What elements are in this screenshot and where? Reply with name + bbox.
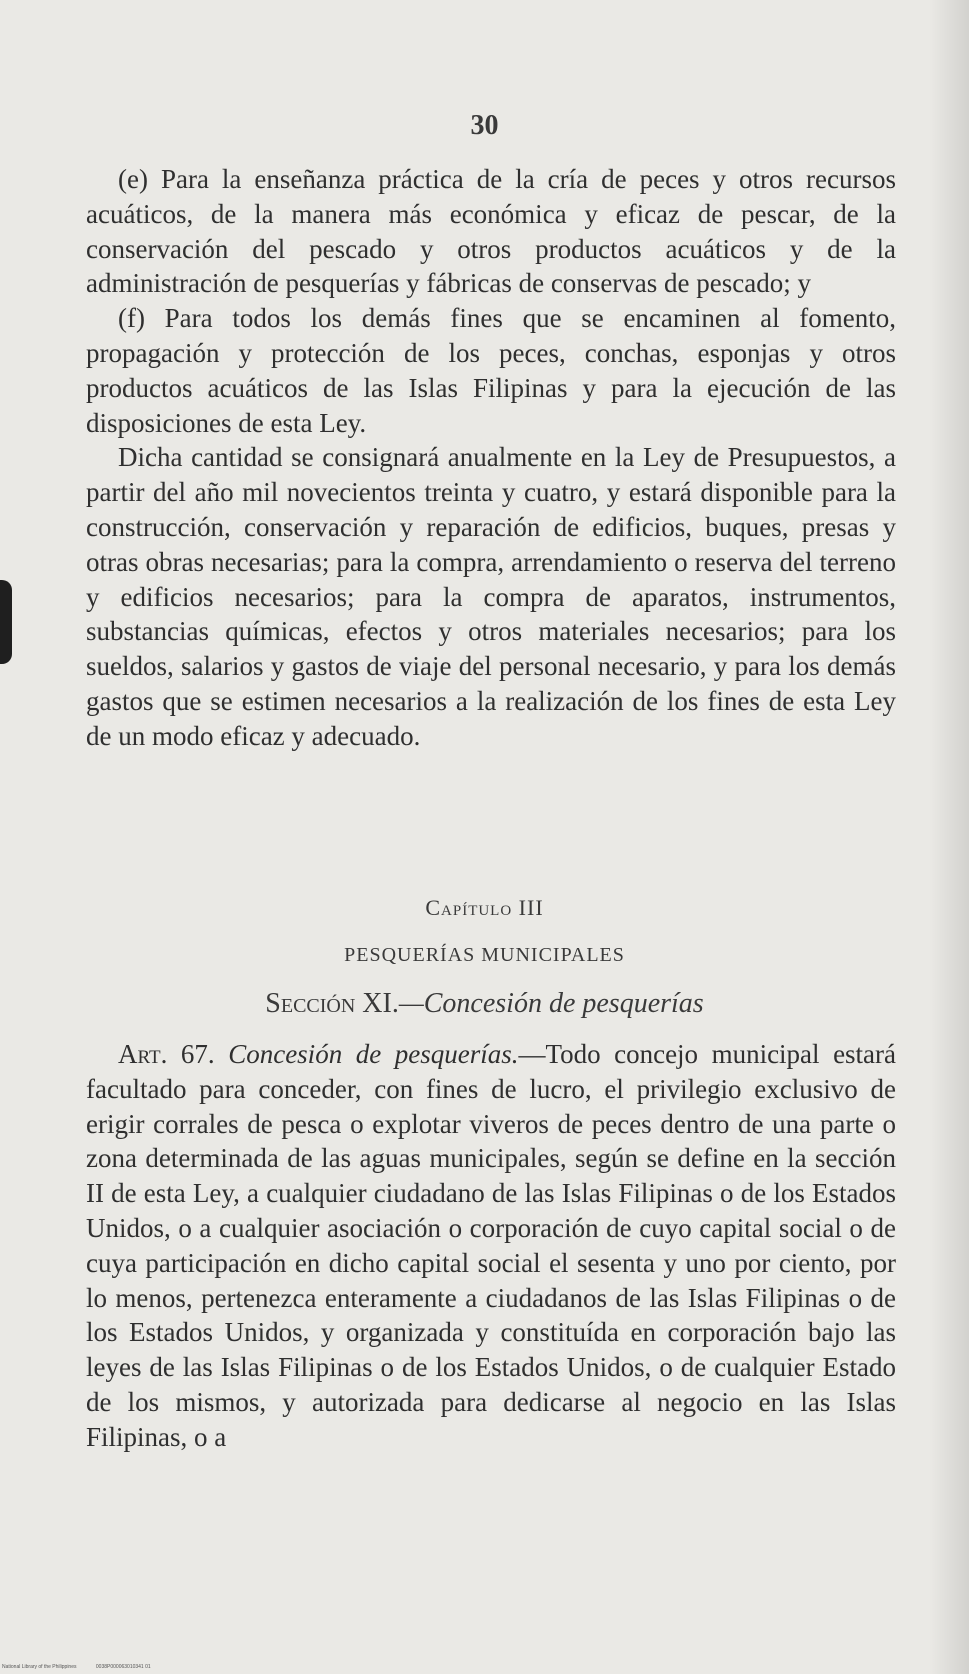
page-number: 30 — [470, 110, 499, 141]
paragraph-budget: Dicha cantidad se consignará anualmente en la Ley de Presupuestos, a partir del año mil novecientos treinta y cuatro, y estará disponible para la construcción, conservación y reparación de edificios, buques, presas y otras obras necesarias; para la compra, arrendamiento o reserva del terreno y edificios necesarios; para la compra de aparatos, instrumentos, substancias químicas, efectos y otros materiales necesarios; para los sueldos, salarios y gastos de viaje del personal necesario, y para los demás gastos que se estimen necesarios a la realización de los fines de esta Ley de un modo eficaz y adecuado. — [86, 442, 896, 751]
section-heading — [0, 988, 969, 1020]
article-paragraph — [86, 1037, 896, 1455]
body-text-top — [86, 162, 896, 754]
article-67 — [86, 1037, 896, 1455]
footer-source: National Library of the Philippines — [2, 1664, 77, 1670]
article-title: Concesión de pesquerías. — [228, 1039, 519, 1069]
chapter-heading: Capítulo III — [425, 895, 544, 920]
footer-id: 0038P000063010341 01 — [95, 1664, 151, 1670]
chapter-title: PESQUERÍAS MUNICIPALES — [344, 944, 625, 966]
paragraph-e: (e) Para la enseñanza práctica de la cría de peces y otros recursos acuáticos, de la manera más económica y eficaz de pescar, de la conservación del pescado y otros productos acuáticos y de la administración de pesquerías y fábricas de conservas de pescado; y — [86, 164, 896, 299]
scan-footer — [2, 1664, 169, 1670]
binding-shadow-mark — [0, 580, 12, 664]
paragraph-f: (f) Para todos los demás fines que se encaminen al fomento, propagación y protección de los peces, conchas, esponjas y otros productos acuáticos de las Islas Filipinas y para la ejecución de las disposiciones de esta Ley. — [86, 303, 896, 438]
article-text: —Todo concejo municipal estará facultado para conceder, con fines de lucro, el privilegio exclusivo de erigir corrales de pesca o explotar viveros de peces dentro de una parte o zona determinada de las aguas municipales, según se define en la sección II de esta Ley, a cualquier ciudadano de las Islas Filipinas o de los Estados Unidos, o a cualquier asociación o corporación de cuyo capital social o de cuya participación en dicho capital social el sesenta y uno por ciento, por lo menos, pertenezca enteramente a ciudadanos de las Islas Filipinas o de los Estados Unidos, y organizada y constituída en corporación bajo las leyes de las Islas Filipinas o de los Estados Unidos, o de cualquier Estado de los mismos, y autorizada para dedicarse al negocio en las Islas Filipinas, o a — [86, 1039, 897, 1452]
section-label: Sección XI. — [265, 988, 399, 1019]
section-title: —Concesión de pesquerías — [398, 988, 704, 1019]
article-label: Art. 67. — [118, 1039, 215, 1069]
